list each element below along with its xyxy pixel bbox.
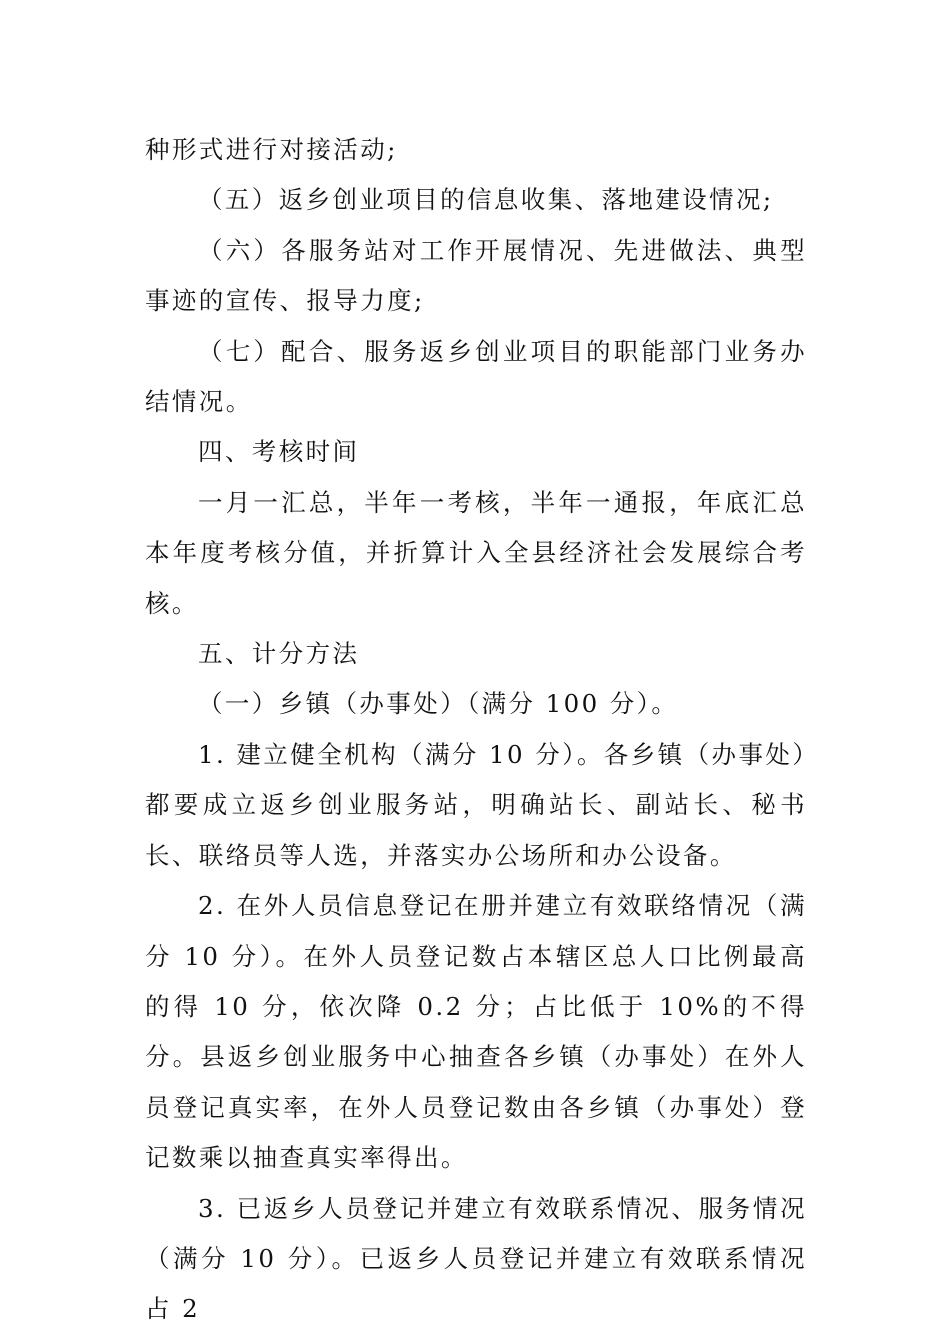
document-body (145, 125, 807, 1335)
paragraph-scoring-item-1: 1. 建立健全机构（满分 10 分）。各乡镇（办事处）都要成立返乡创业服务站，明确站长、副站长、秘书长、联络员等人选，并落实办公场所和办公设备。 (145, 739, 807, 870)
paragraph-item-five: （五）返乡创业项目的信息收集、落地建设情况; (198, 185, 774, 215)
paragraph-scoring-item-3: 3. 已返乡人员登记并建立有效联系情况、服务情况（满分 10 分）。已返乡人员登记并建立有效联系情况占 2 (145, 1193, 807, 1324)
paragraph-item-seven: （七）配合、服务返乡创业项目的职能部门业务办结情况。 (145, 336, 807, 417)
section-heading-scoring-method: 五、计分方法 (198, 639, 360, 669)
paragraph-item-six: （六）各服务站对工作开展情况、先进做法、典型事迹的宣传、报导力度; (145, 235, 807, 316)
section-heading-assessment-time: 四、考核时间 (198, 437, 360, 467)
paragraph-continuation: 种形式进行对接活动; (145, 135, 398, 164)
paragraph-assessment-time: 一月一汇总，半年一考核，半年一通报，年底汇总本年度考核分值，并折算计入全县经济社会发展综合考核。 (145, 487, 807, 618)
subsection-heading-townships: （一）乡镇（办事处）（满分 100 分）。 (198, 689, 679, 719)
paragraph-scoring-item-2: 2. 在外人员信息登记在册并建立有效联络情况（满分 10 分）。在外人员登记数占本辖区总人口比例最高的得 10 分，依次降 0.2 分；占比低于 10%的不得分。县返乡创业服务中心抽查各乡镇（办事处）在外人员登记真实率，在外人员登记数由各乡镇（办事处）登记数乘以抽查真实率得出。 (145, 891, 807, 1173)
